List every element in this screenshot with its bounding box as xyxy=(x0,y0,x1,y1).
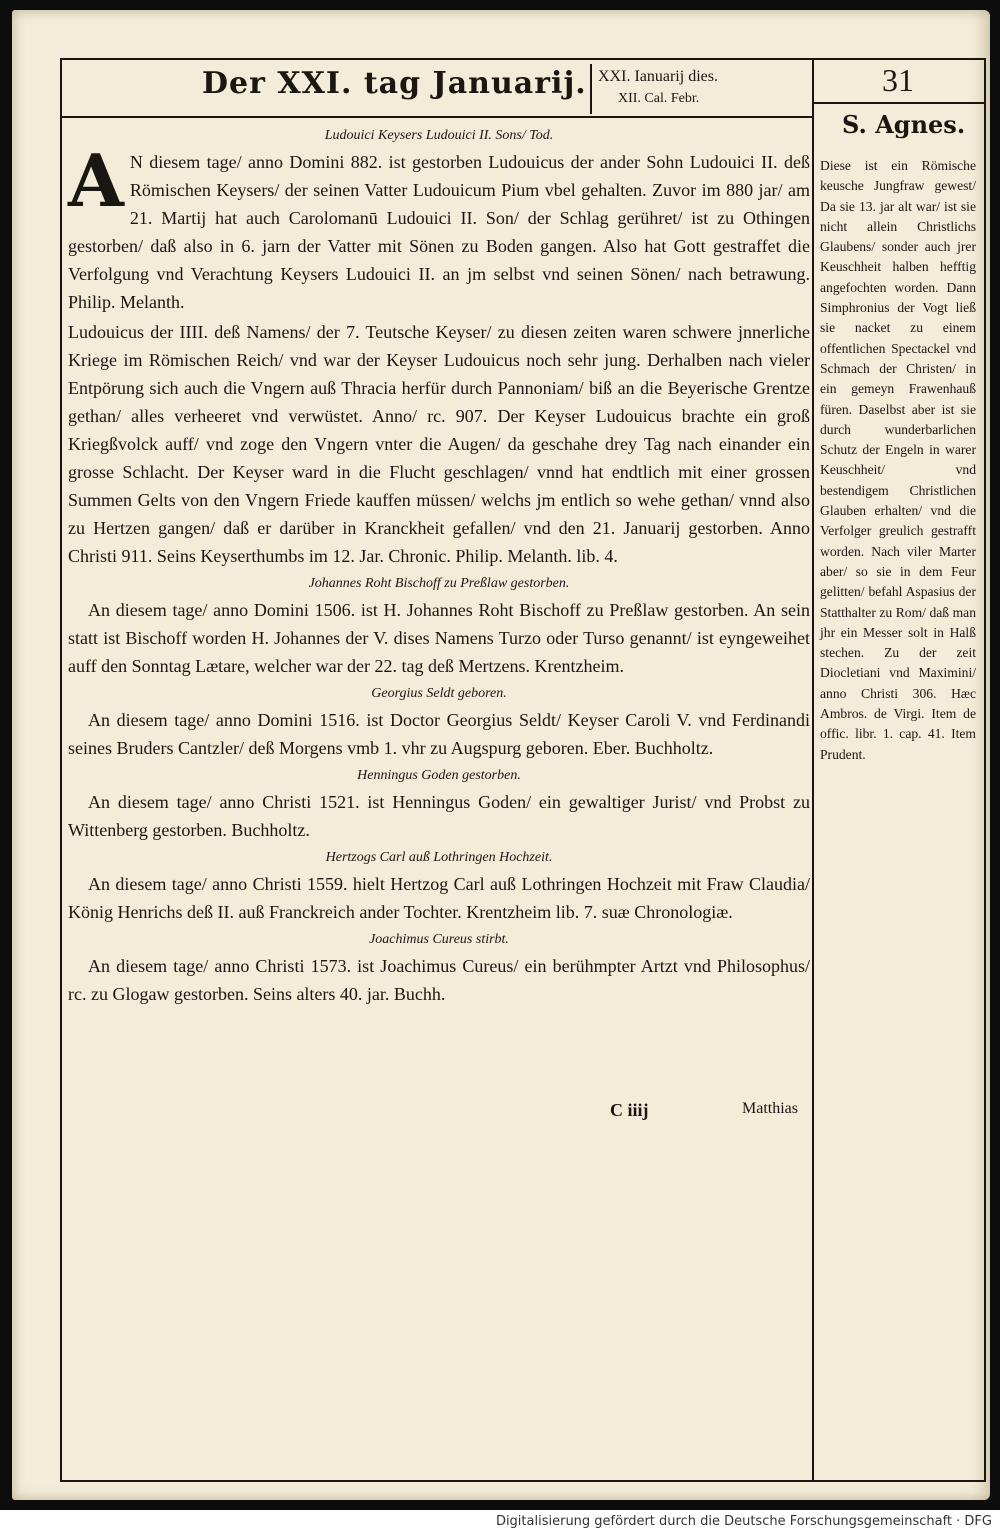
entry-heading: Ludouici Keysers Ludouici II. Sons/ Tod. xyxy=(324,128,554,143)
entry-heading: Henningus Goden gestorben. xyxy=(357,768,521,783)
entry-heading: Johannes Roht Bischoff zu Preßlaw gestorben. xyxy=(308,576,570,591)
entry-paragraph: An diesem tage/ anno Domini 1516. ist Doctor Georgius Seldt/ Keyser Caroli V. vnd Ferdinandi seines Bruders Cantzler/ deß Morgens vmb 1. vhr zu Augspurg geboren. Eber. Buchholtz. xyxy=(68,710,810,758)
latin-date-line1: XXI. Ianuarij dies. xyxy=(598,68,718,85)
entry-paragraph: An diesem tage/ anno Christi 1521. ist Henningus Goden/ ein gewaltiger Jurist/ vnd Probst zu Wittenberg gestorben. Buchholtz. xyxy=(68,792,810,840)
header-rule xyxy=(62,116,812,118)
entry-text: N diesem tage/ anno Domini 882. ist gestorben Ludouicus der ander Sohn Ludouici II. deß Römischen Keysers/ der seinen Vatter Ludouicum Pium vbel gehalten. Zuvor im 880 jar/ am 21. Martij hat auch Carolomanū Ludouici II. Son/ der Schlag gerühret/ ist zu Othingen gestorben/ daß also in 6. jarn der Vatter mit Sönen zu Boden gangen. Also hat Gott gestraffet die Verfolgung vnd Verachtung Keysers Ludouici II. an jm selbst vnd seinen Sönen/ nach betrawung. Philip. Melanth. xyxy=(68,152,810,312)
signature-mark: C iiij xyxy=(610,1100,649,1120)
page-number: 31 xyxy=(882,62,914,98)
entry-heading: Joachimus Cureus stirbt. xyxy=(369,932,509,947)
entry-paragraph: An diesem tage/ anno Christi 1559. hielt Hertzog Carl auß Lothringen Hochzeit mit Fraw Claudia/ König Henrichs deß II. auß Franckreich ander Tochter. Krentzheim lib. 7. suæ Chronologiæ. xyxy=(68,874,810,922)
entry-heading: Georgius Seldt geboren. xyxy=(371,686,507,701)
entry-paragraph: An diesem tage/ anno Christi 1573. ist Joachimus Cureus/ ein berühmpter Artzt vnd Philosophus/ rc. zu Glogaw gestorben. Seins alters 40. jar. Buchh. xyxy=(68,956,810,1004)
sidebar-text: Diese ist ein Römische keusche Jungfraw gewest/ Da sie 13. jar alt war/ ist sie nicht allein Christlichs Glaubens/ sonder auch jrer Keuschheit halben hefftig angefochten worden. Dann Simphronius der Vogt ließ sie nacket zu einem offentlichen Spectackel vnd Schmach der Christen/ in ein gemeyn Frawenhauß füren. Daselbst aber ist sie durch wunderbarlichen Schutz der Engeln in warer Keuschheit/ vnd bestendigem Christlichen Glauben erhalten/ vnd die Verfolger greulich gestrafft worden. Nach viler Marter aber/ so sie in dem Feur gelitten/ befahl Aspasius der Statthalter zu Rom/ daß man jhr ein Messer solt in Halß stechen. Zu der zeit Diocletiani vnd Maximini/ anno Christi 306. Hæc Ambros. de Virgi. Item de offic. libr. 1. cap. 41. Item Prudent. xyxy=(820,158,976,762)
sidebar-heading: S. Agnes. xyxy=(842,110,966,139)
latin-date xyxy=(598,66,718,110)
main-column xyxy=(68,122,810,1010)
sidebar-header-rule xyxy=(814,102,984,104)
entry-heading: Hertzogs Carl auß Lothringen Hochzeit. xyxy=(325,850,553,865)
drop-cap: A xyxy=(68,138,124,223)
dfg-credit-bar: Digitalisierung gefördert durch die Deutsche Forschungsgemeinschaft · DFG xyxy=(0,1510,1000,1533)
header-divider xyxy=(590,64,592,114)
page-frame xyxy=(60,58,986,1482)
entry-paragraph: Ludouicus der IIII. deß Namens/ der 7. Teutsche Keyser/ zu diesen zeiten waren schwere jnnerliche Kriege im Römischen Reich/ vnd war der Keyser Ludouicus noch sehr jung. Derhalben nach vieler Entpörung sich auch die Vngern auß Thracia herfür durch Pannoniam/ biß an die Beyerische Grentze gethan/ alles verheeret vnd verwüstet. Anno/ rc. 907. Der Keyser Ludouicus brachte ein groß Kriegßvolck auff/ vnd zoge den Vngern vnter die Augen/ da geschahe drey Tag nach einander ein grosse Schlacht. Der Keyser ward in die Flucht geschlagen/ vnnd hat endtlich mit einer grossen Summen Gelts von den Vngern Friede kauffen müssen/ welchs jm entlich so wehe gethan/ vnnd also zu Hertzen gangen/ daß er darüber in Kranckheit gefallen/ vnd den 21. Januarij gestorben. Anno Christi 911. Seins Keyserthumbs im 12. Jar. Chronic. Philip. Melanth. lib. 4. xyxy=(68,322,810,566)
book-page xyxy=(12,10,990,1500)
page-footer xyxy=(62,1100,812,1130)
page-title: Der XXI. tag Januarij. xyxy=(202,66,587,101)
latin-date-line2: XII. Cal. Febr. xyxy=(618,91,700,106)
entry-paragraph xyxy=(68,138,810,316)
entry-paragraph: An diesem tage/ anno Domini 1506. ist H. Johannes Roht Bischoff zu Preßlaw gestorben. An sein statt ist Bischoff worden H. Johannes der V. dises Namens Turzo oder Turso genannt/ ist eyngeweihet auff den Sonntag Lætare, welcher war der 22. tag deß Mertzens. Krentzheim. xyxy=(68,600,810,676)
column-divider xyxy=(812,60,814,1480)
catchword: Matthias xyxy=(742,1100,798,1117)
